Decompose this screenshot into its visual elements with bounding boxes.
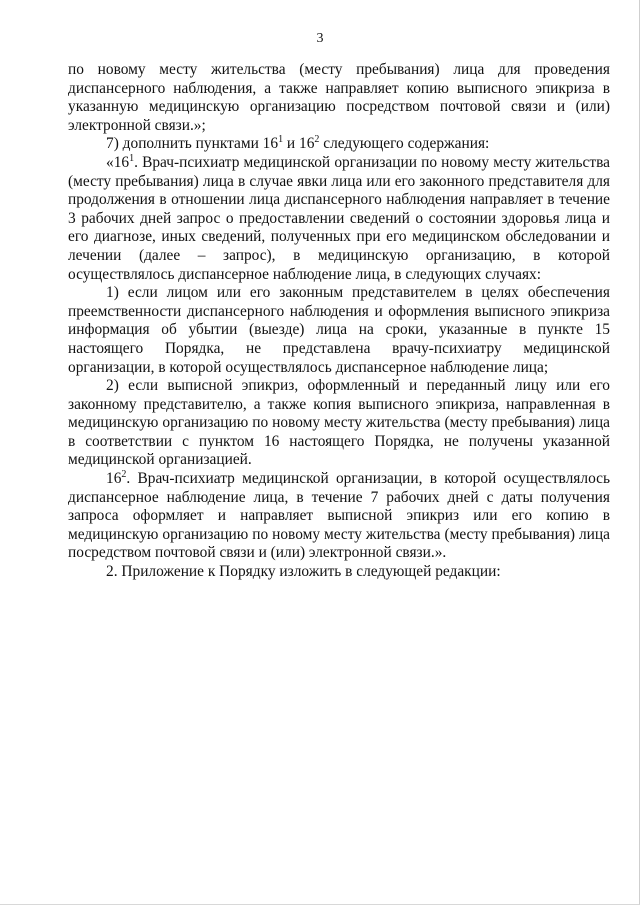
paragraph-text: 16 <box>106 470 122 488</box>
paragraph-text: 2. Приложение к Порядку изложить в следующей редакции: <box>106 563 501 581</box>
paragraph-text: следующего содержания: <box>319 135 490 153</box>
superscript-index: 2 <box>314 134 320 146</box>
paragraph-point-16-2 <box>68 470 610 563</box>
paragraph-point-16-1 <box>68 154 610 284</box>
paragraph-text: и 16 <box>283 135 315 153</box>
paragraph-text: . Врач-психиатр медицинской организации, в которой осуществлялось диспансерное наблюдение лица, в течение 7 рабочих дней с даты получения запроса оформляет и направляет выписной эпикриз или его копию в медицинскую организацию по новому месту жительства (месту пребывания) лица посредством почтовой связи и (или) электронной связи.». <box>68 470 610 562</box>
paragraph-text: 2) если выписной эпикриз, оформленный и переданный лицу или его законному представителю, а также копия выписного эпикриза, направленная в медицинскую организацию по новому месту жительства (месту пребывания) лица в соответствии с пунктом 16 настоящего Порядка, не получены указанной медицинской организацией. <box>68 377 610 469</box>
superscript-index: 1 <box>129 152 135 164</box>
superscript-index: 2 <box>121 469 127 481</box>
paragraph-text: . Врач-психиатр медицинской организации по новому месту жительства (месту пребывания) лица в случае явки лица или его законного представителя для продолжения в отношении лица диспансерного наблюдения направляет в течение 3 рабочих дней запрос о предоставлении сведений о состоянии здоровья лица и его диагнозе, иных сведений, полученных при его медицинском обследовании и лечении (далее – запрос), в медицинскую организацию, в которой осуществлялось диспансерное наблюдение лица, в следующих случаях: <box>68 153 610 283</box>
page-number: 3 <box>316 31 324 46</box>
paragraph-text: по новому месту жительства (месту пребывания) лица для проведения диспансерного наблюдения, а также направляет копию выписного эпикриза в указанную медицинскую организацию посредством почтовой связи и (или) электронной связи.»; <box>68 61 610 134</box>
paragraph-subitem-2 <box>68 377 610 470</box>
superscript-index: 1 <box>278 134 284 146</box>
paragraph-continuation <box>68 61 610 135</box>
paragraph-item-2 <box>68 563 610 582</box>
paragraph-text: «16 <box>106 153 130 171</box>
document-body <box>68 61 610 582</box>
paragraph-item-7 <box>68 135 610 154</box>
paragraph-text: 7) дополнить пунктами 16 <box>106 135 279 153</box>
paragraph-text: 1) если лицом или его законным представителем в целях обеспечения преемственности диспансерного наблюдения и оформления выписного эпикриза информация об убытии (выезде) лица на сроки, указанные в пункте 15 настоящего Порядка, не представлена врачу-психиатру медицинской организации, в которой осуществлялось диспансерное наблюдение лица; <box>68 284 610 376</box>
paragraph-subitem-1 <box>68 284 610 377</box>
